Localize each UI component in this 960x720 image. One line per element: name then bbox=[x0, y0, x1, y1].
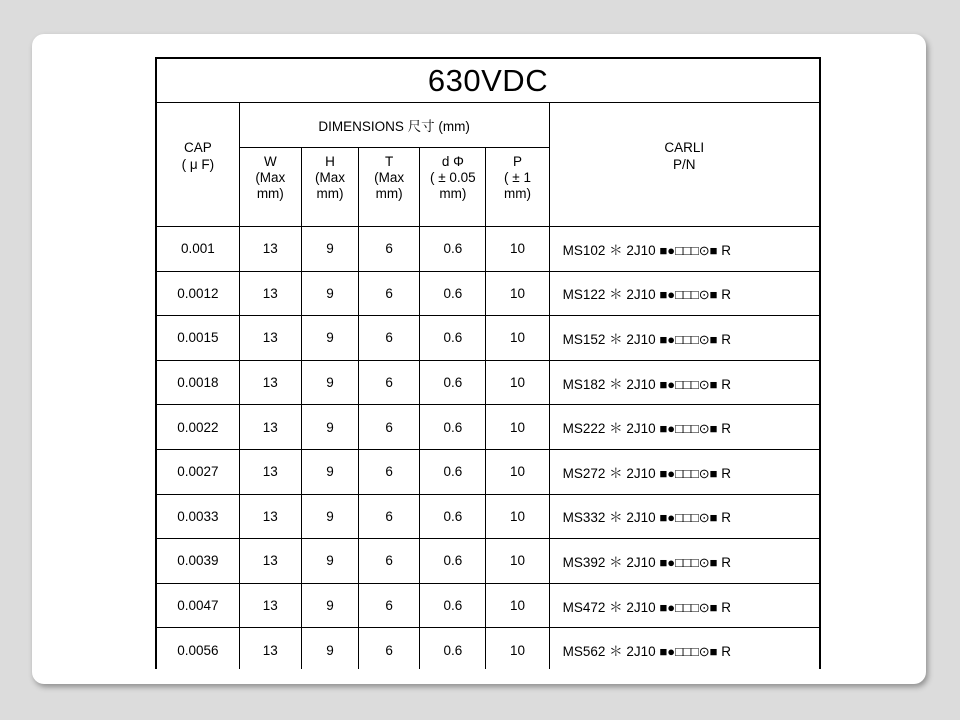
cell-h: 9 bbox=[301, 360, 358, 405]
pn-symbols: ■●□□□⊙■ bbox=[659, 331, 718, 347]
pn-symbols: ■●□□□⊙■ bbox=[659, 554, 718, 570]
table-row bbox=[156, 539, 820, 584]
cell-part-number bbox=[549, 227, 820, 272]
cell-p: 10 bbox=[486, 628, 549, 669]
table-row bbox=[156, 405, 820, 450]
cell-p: 10 bbox=[486, 227, 549, 272]
cell-t: 6 bbox=[359, 494, 420, 539]
cell-h: 9 bbox=[301, 405, 358, 450]
header-p-line3: mm) bbox=[504, 186, 532, 201]
cell-d: 0.6 bbox=[420, 316, 486, 361]
cell-part-number bbox=[549, 449, 820, 494]
pn-symbols: ■●□□□⊙■ bbox=[659, 421, 718, 437]
header-t bbox=[359, 148, 420, 227]
cell-w: 13 bbox=[239, 449, 301, 494]
header-t-line3: mm) bbox=[375, 186, 403, 201]
cell-cap: 0.0015 bbox=[156, 316, 239, 361]
cell-t: 6 bbox=[359, 449, 420, 494]
header-w-line3: mm) bbox=[256, 186, 284, 201]
cell-d: 0.6 bbox=[420, 360, 486, 405]
pn-prefix: MS472 bbox=[562, 599, 606, 615]
pn-middle: ＊ 2J10 bbox=[609, 242, 656, 258]
cell-cap: 0.001 bbox=[156, 227, 239, 272]
header-cap bbox=[156, 103, 239, 227]
cell-t: 6 bbox=[359, 271, 420, 316]
cell-t: 6 bbox=[359, 539, 420, 584]
header-h bbox=[301, 148, 358, 227]
cell-h: 9 bbox=[301, 539, 358, 584]
pn-symbols: ■●□□□⊙■ bbox=[659, 376, 718, 392]
table-row bbox=[156, 360, 820, 405]
cell-part-number bbox=[549, 539, 820, 584]
header-cap-unit: ( μ F) bbox=[181, 157, 215, 172]
pn-middle: ＊ 2J10 bbox=[609, 287, 656, 303]
cell-part-number bbox=[549, 316, 820, 361]
pn-middle: ＊ 2J10 bbox=[609, 554, 656, 570]
header-h-line1: H bbox=[325, 154, 335, 169]
header-d-line3: mm) bbox=[439, 186, 467, 201]
cell-p: 10 bbox=[486, 494, 549, 539]
pn-symbols: ■●□□□⊙■ bbox=[659, 510, 718, 526]
cell-t: 6 bbox=[359, 405, 420, 450]
cell-part-number bbox=[549, 405, 820, 450]
pn-suffix: R bbox=[721, 644, 731, 660]
cell-h: 9 bbox=[301, 316, 358, 361]
table-row bbox=[156, 449, 820, 494]
cell-w: 13 bbox=[239, 360, 301, 405]
header-p-line2: ( ± 1 bbox=[504, 170, 531, 185]
cell-part-number bbox=[549, 628, 820, 669]
pn-prefix: MS272 bbox=[562, 465, 606, 481]
cell-cap: 0.0033 bbox=[156, 494, 239, 539]
cell-h: 9 bbox=[301, 628, 358, 669]
pn-middle: ＊ 2J10 bbox=[609, 644, 656, 660]
cell-d: 0.6 bbox=[420, 494, 486, 539]
cell-cap: 0.0047 bbox=[156, 583, 239, 628]
cell-part-number bbox=[549, 360, 820, 405]
header-w-line2: (Max bbox=[255, 170, 286, 185]
pn-middle: ＊ 2J10 bbox=[609, 510, 656, 526]
cell-d: 0.6 bbox=[420, 271, 486, 316]
cell-w: 13 bbox=[239, 539, 301, 584]
cell-h: 9 bbox=[301, 271, 358, 316]
table-row bbox=[156, 316, 820, 361]
table-row bbox=[156, 494, 820, 539]
cell-cap: 0.0018 bbox=[156, 360, 239, 405]
pn-symbols: ■●□□□⊙■ bbox=[659, 465, 718, 481]
cell-w: 13 bbox=[239, 405, 301, 450]
pn-symbols: ■●□□□⊙■ bbox=[659, 287, 718, 303]
capacitor-spec-table bbox=[155, 57, 821, 669]
pn-suffix: R bbox=[721, 331, 731, 347]
pn-middle: ＊ 2J10 bbox=[609, 376, 656, 392]
cell-p: 10 bbox=[486, 271, 549, 316]
table-row bbox=[156, 271, 820, 316]
header-h-line3: mm) bbox=[316, 186, 344, 201]
cell-d: 0.6 bbox=[420, 227, 486, 272]
cell-w: 13 bbox=[239, 583, 301, 628]
cell-cap: 0.0027 bbox=[156, 449, 239, 494]
pn-prefix: MS152 bbox=[562, 331, 606, 347]
header-cap-label: CAP bbox=[183, 140, 212, 155]
cell-cap: 0.0039 bbox=[156, 539, 239, 584]
cell-p: 10 bbox=[486, 583, 549, 628]
cell-t: 6 bbox=[359, 360, 420, 405]
pn-suffix: R bbox=[721, 599, 731, 615]
cell-p: 10 bbox=[486, 316, 549, 361]
pn-prefix: MS562 bbox=[562, 644, 606, 660]
pn-prefix: MS392 bbox=[562, 554, 606, 570]
cell-d: 0.6 bbox=[420, 405, 486, 450]
cell-w: 13 bbox=[239, 628, 301, 669]
pn-suffix: R bbox=[721, 376, 731, 392]
header-carli-label: CARLI bbox=[664, 140, 705, 155]
cell-t: 6 bbox=[359, 583, 420, 628]
cell-p: 10 bbox=[486, 449, 549, 494]
cell-d: 0.6 bbox=[420, 583, 486, 628]
pn-middle: ＊ 2J10 bbox=[609, 465, 656, 481]
pn-prefix: MS332 bbox=[562, 510, 606, 526]
cell-part-number bbox=[549, 494, 820, 539]
pn-suffix: R bbox=[721, 554, 731, 570]
header-h-line2: (Max bbox=[314, 170, 345, 185]
cell-h: 9 bbox=[301, 583, 358, 628]
cell-d: 0.6 bbox=[420, 539, 486, 584]
cell-p: 10 bbox=[486, 405, 549, 450]
header-t-line2: (Max bbox=[374, 170, 405, 185]
cell-cap: 0.0012 bbox=[156, 271, 239, 316]
cell-part-number bbox=[549, 271, 820, 316]
cell-d: 0.6 bbox=[420, 628, 486, 669]
table-title: 630VDC bbox=[156, 58, 820, 103]
table-row bbox=[156, 227, 820, 272]
cell-h: 9 bbox=[301, 227, 358, 272]
pn-prefix: MS182 bbox=[562, 376, 606, 392]
header-d-line1: d Φ bbox=[441, 154, 464, 169]
cell-h: 9 bbox=[301, 449, 358, 494]
cell-w: 13 bbox=[239, 494, 301, 539]
table-row bbox=[156, 583, 820, 628]
header-t-line1: T bbox=[385, 154, 394, 169]
header-p bbox=[486, 148, 549, 227]
header-p-line1: P bbox=[513, 154, 523, 169]
cell-d: 0.6 bbox=[420, 449, 486, 494]
cell-t: 6 bbox=[359, 316, 420, 361]
pn-symbols: ■●□□□⊙■ bbox=[659, 599, 718, 615]
pn-symbols: ■●□□□⊙■ bbox=[659, 644, 718, 660]
cell-cap: 0.0022 bbox=[156, 405, 239, 450]
cell-part-number bbox=[549, 583, 820, 628]
cell-p: 10 bbox=[486, 360, 549, 405]
cell-cap: 0.0056 bbox=[156, 628, 239, 669]
pn-middle: ＊ 2J10 bbox=[609, 331, 656, 347]
pn-suffix: R bbox=[721, 421, 731, 437]
cell-w: 13 bbox=[239, 227, 301, 272]
header-w-line1: W bbox=[263, 154, 277, 169]
header-w bbox=[239, 148, 301, 227]
cell-w: 13 bbox=[239, 271, 301, 316]
spec-sheet bbox=[155, 57, 823, 669]
pn-suffix: R bbox=[721, 242, 731, 258]
cell-p: 10 bbox=[486, 539, 549, 584]
cell-t: 6 bbox=[359, 628, 420, 669]
table-row bbox=[156, 628, 820, 669]
header-carli-pn bbox=[549, 103, 820, 227]
slide bbox=[32, 34, 926, 684]
header-d-line2: ( ± 0.05 bbox=[429, 170, 476, 185]
cell-t: 6 bbox=[359, 227, 420, 272]
header-dimensions: DIMENSIONS 尺寸 (mm) bbox=[239, 103, 549, 148]
header-d bbox=[420, 148, 486, 227]
pn-middle: ＊ 2J10 bbox=[609, 421, 656, 437]
pn-middle: ＊ 2J10 bbox=[609, 599, 656, 615]
pn-suffix: R bbox=[721, 287, 731, 303]
cell-h: 9 bbox=[301, 494, 358, 539]
pn-prefix: MS102 bbox=[562, 242, 606, 258]
cell-w: 13 bbox=[239, 316, 301, 361]
pn-suffix: R bbox=[721, 465, 731, 481]
pn-prefix: MS222 bbox=[562, 421, 606, 437]
pn-prefix: MS122 bbox=[562, 287, 606, 303]
pn-suffix: R bbox=[721, 510, 731, 526]
pn-symbols: ■●□□□⊙■ bbox=[659, 242, 718, 258]
header-pn-label: P/N bbox=[673, 157, 696, 172]
